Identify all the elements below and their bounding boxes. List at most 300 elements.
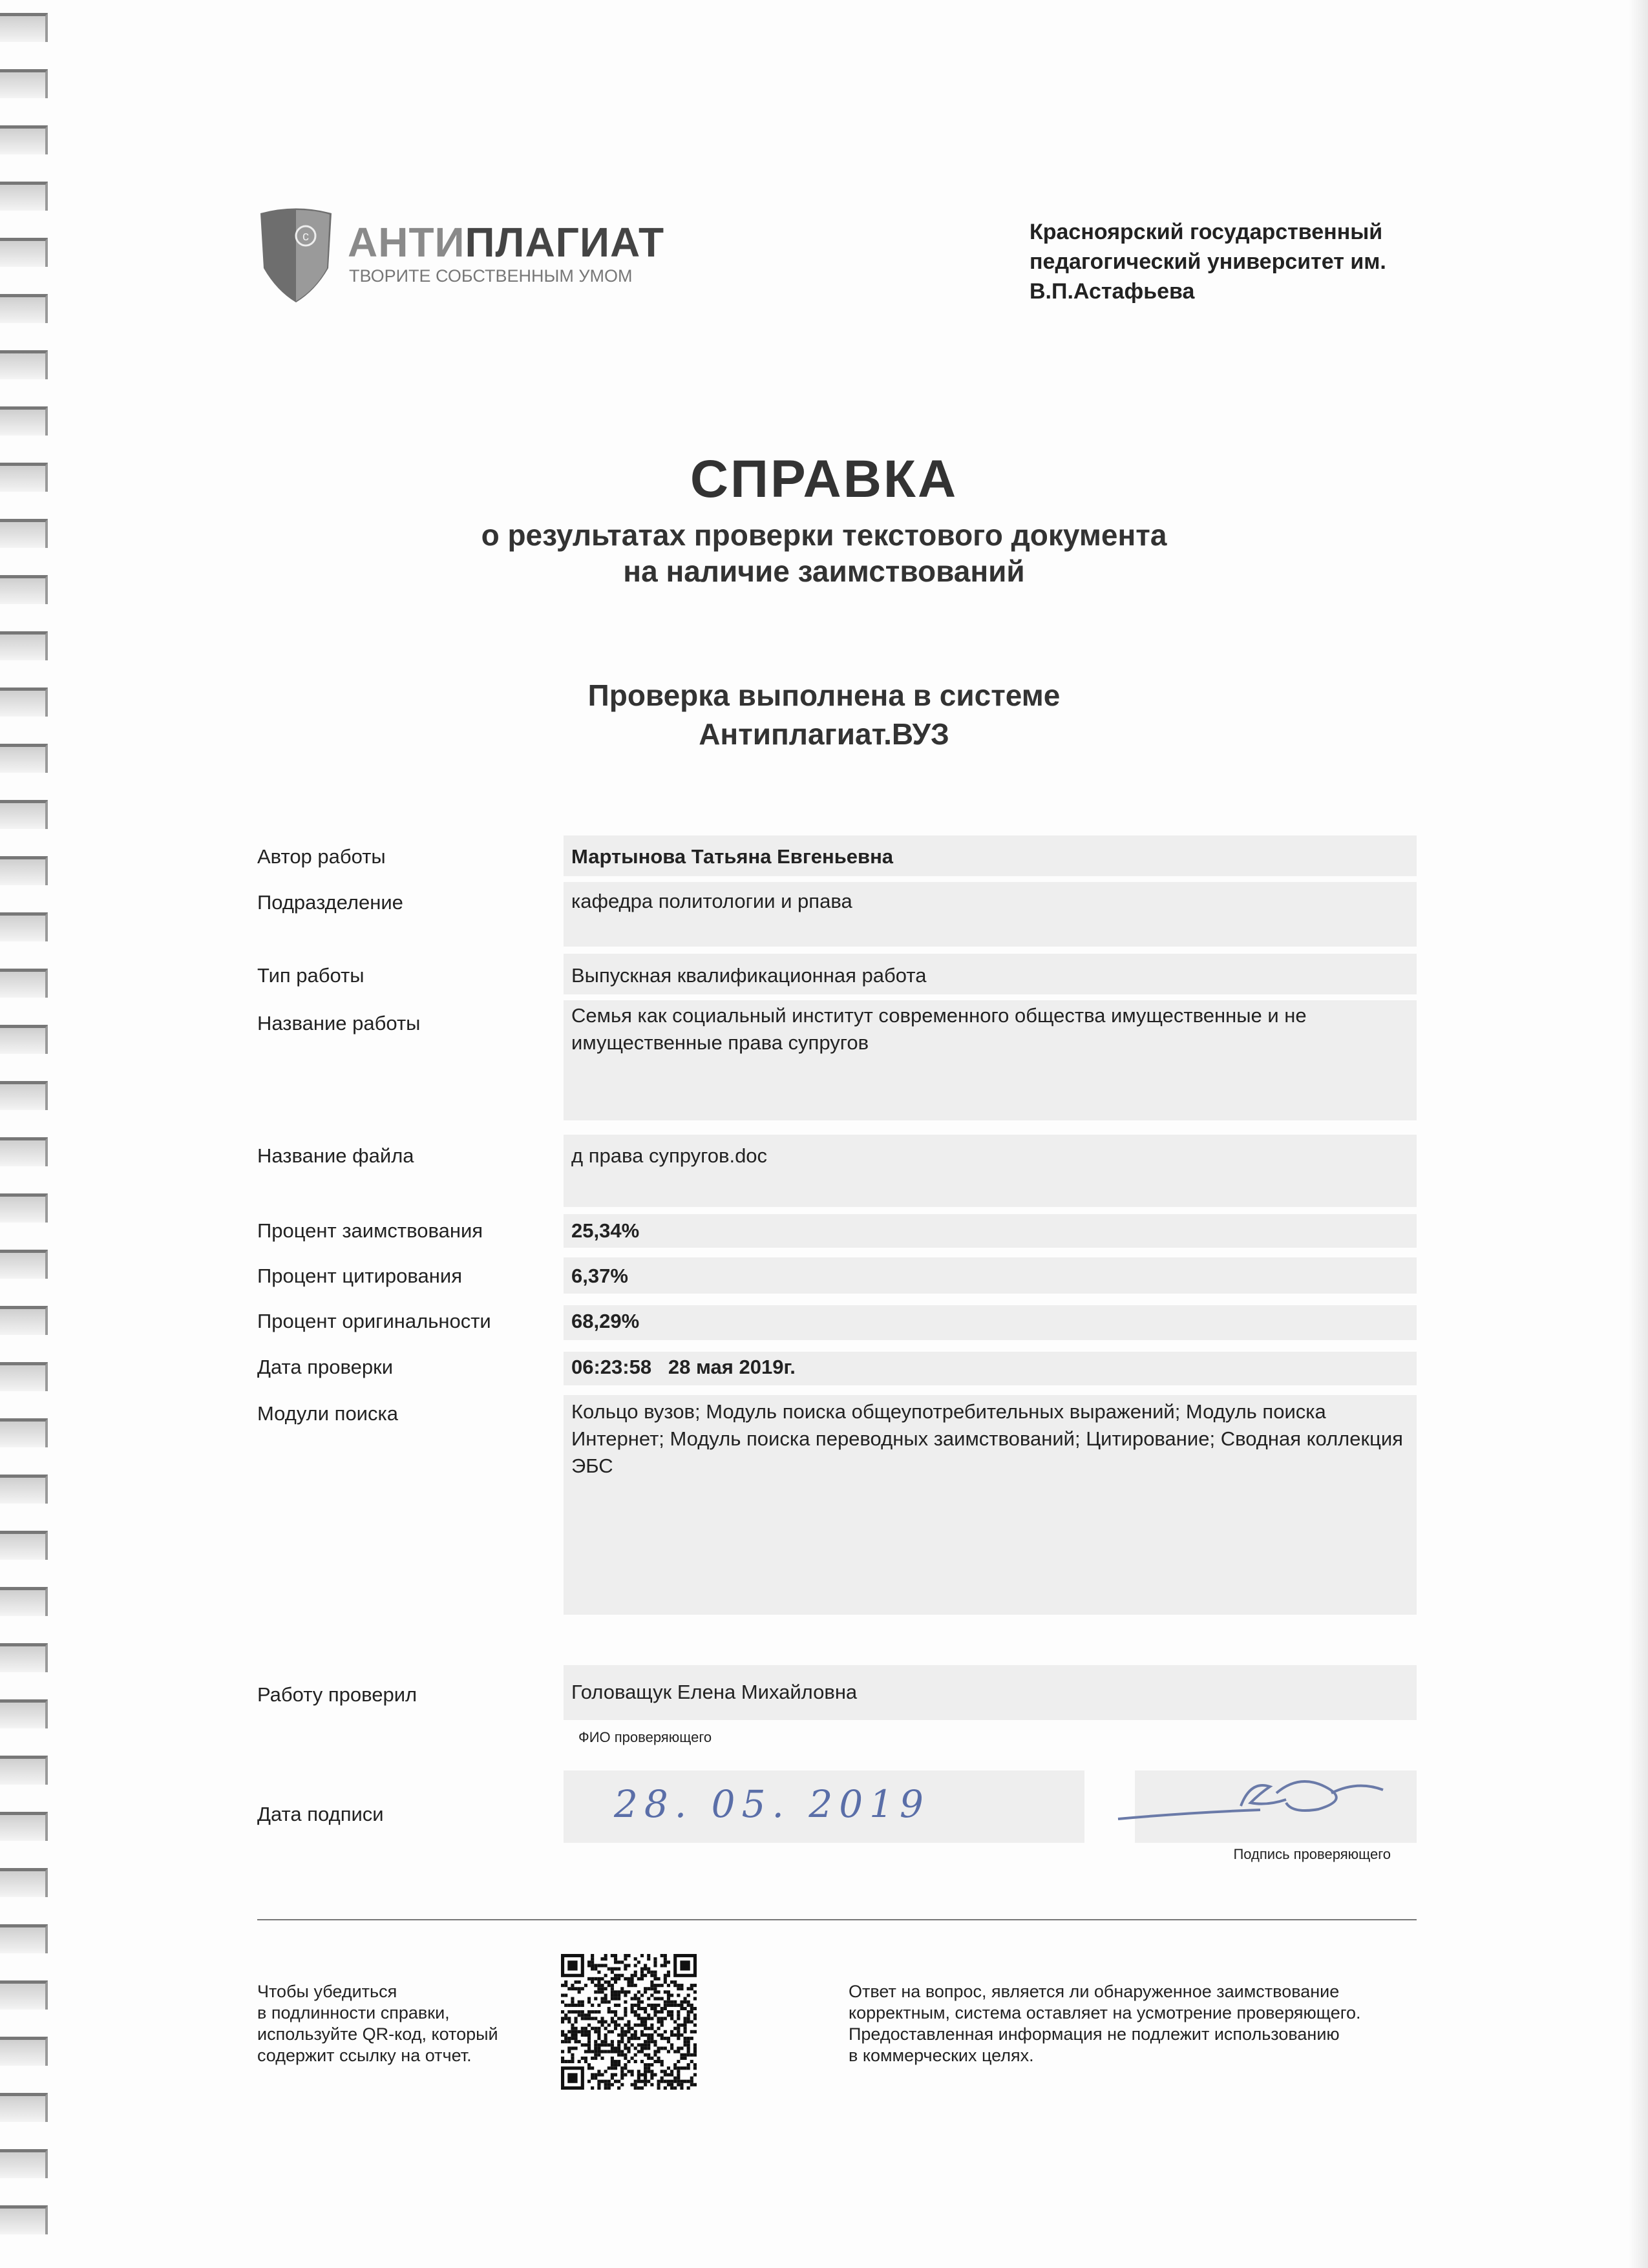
qr-module: [591, 1957, 594, 1960]
qr-module: [561, 2030, 564, 2033]
qr-module: [687, 2046, 690, 2050]
file-name-value: д права супругов.doc: [571, 1144, 768, 1167]
qr-module: [611, 2060, 614, 2063]
qr-module: [614, 2004, 617, 2007]
binding-hole: [0, 2205, 48, 2234]
qr-module: [604, 2033, 607, 2037]
logo-name-light: АНТИ: [348, 219, 465, 266]
qr-module: [690, 2080, 693, 2083]
qr-module: [644, 2024, 647, 2027]
qr-module: [684, 2007, 687, 2010]
qr-module: [620, 2066, 624, 2070]
qr-module: [581, 1987, 584, 1990]
qr-module: [571, 2057, 574, 2060]
svg-text:c: c: [302, 229, 309, 244]
qr-module: [660, 2046, 664, 2050]
qr-module: [597, 2004, 600, 2007]
qr-module: [677, 2037, 680, 2040]
qr-module: [564, 2037, 567, 2040]
check-date-label: Дата проверки: [257, 1356, 394, 1378]
qr-module: [653, 2004, 657, 2007]
qr-module: [614, 1980, 617, 1984]
qr-module: [653, 1997, 657, 2000]
qr-module: [670, 2000, 673, 2004]
qr-module: [591, 2066, 594, 2070]
qr-module: [637, 2037, 640, 2040]
qr-module: [604, 2070, 607, 2073]
qr-module: [594, 2043, 597, 2046]
binding-hole: [0, 912, 48, 941]
qr-module: [587, 2040, 591, 2043]
qr-module: [693, 2063, 697, 2066]
qr-module: [647, 2070, 650, 2073]
qr-module: [600, 2050, 604, 2053]
qr-module: [640, 1971, 644, 1974]
qr-module: [611, 1993, 614, 1997]
qr-module: [640, 2080, 644, 2083]
qr-module: [607, 2086, 611, 2090]
binding-hole: [0, 350, 48, 379]
qr-module: [561, 2050, 564, 2053]
qr-module: [667, 2073, 670, 2076]
qr-module: [561, 1993, 564, 1997]
qr-module: [591, 1967, 594, 1970]
qr-module: [624, 1977, 627, 1980]
qr-module: [587, 2043, 591, 2046]
binding-hole: [0, 800, 48, 829]
qr-module: [664, 2007, 667, 2010]
qr-module: [591, 2073, 594, 2076]
qr-module: [657, 2004, 660, 2007]
qr-module: [607, 2083, 611, 2086]
qr-module: [597, 1971, 600, 1974]
qr-module: [614, 1957, 617, 1960]
qr-module: [684, 2000, 687, 2004]
qr-module: [670, 2030, 673, 2033]
qr-module: [634, 1971, 637, 1974]
qr-module: [677, 2013, 680, 2017]
qr-module: [640, 2060, 644, 2063]
work-type-label: Тип работы: [257, 964, 364, 987]
department-label: Подразделение: [257, 891, 403, 914]
qr-module: [578, 1987, 581, 1990]
qr-module: [578, 2060, 581, 2063]
qr-module: [687, 2000, 690, 2004]
qr-module: [653, 1957, 657, 1960]
qr-module: [673, 2066, 677, 2070]
qr-module: [597, 2046, 600, 2050]
qr-module: [591, 1980, 594, 1984]
qr-module: [587, 2046, 591, 2050]
qr-module: [690, 1984, 693, 1987]
qr-module: [657, 2010, 660, 2013]
qr-module: [640, 2086, 644, 2090]
qr-module: [670, 2083, 673, 2086]
qr-module: [687, 2040, 690, 2043]
qr-module: [611, 2017, 614, 2020]
qr-module: [604, 1964, 607, 1967]
qr-module: [647, 1987, 650, 1990]
qr-module: [571, 2000, 574, 2004]
binding-hole: [0, 294, 48, 323]
qr-module: [607, 2080, 611, 2083]
qr-module: [617, 2063, 620, 2066]
qr-module: [617, 2017, 620, 2020]
qr-module: [644, 1987, 647, 1990]
qr-module: [687, 2080, 690, 2083]
qr-module: [614, 2013, 617, 2017]
qr-module: [587, 2010, 591, 2013]
qr-module: [604, 2027, 607, 2030]
qr-module: [647, 1957, 650, 1960]
qr-module: [564, 2060, 567, 2063]
logo-tagline: ТВОРИТЕ СОБСТВЕННЫМ УМОМ: [349, 266, 633, 286]
qr-module: [664, 2046, 667, 2050]
qr-module: [587, 1960, 591, 1964]
qr-module: [657, 2057, 660, 2060]
qr-module: [647, 1997, 650, 2000]
qr-module: [667, 2083, 670, 2086]
qr-module: [614, 2066, 617, 2070]
qr-module: [564, 1993, 567, 1997]
comb-binding: [0, 0, 58, 2268]
divider: [257, 1919, 1417, 1920]
qr-module: [634, 1984, 637, 1987]
qr-module: [620, 1987, 624, 1990]
qr-module: [634, 2024, 637, 2027]
qr-module: [597, 1984, 600, 1987]
qr-module: [664, 2080, 667, 2083]
qr-module: [611, 2030, 614, 2033]
qr-module: [644, 2080, 647, 2083]
qr-module: [627, 2050, 630, 2053]
qr-module: [647, 2004, 650, 2007]
qr-module: [597, 2080, 600, 2083]
qr-module: [693, 2017, 697, 2020]
qr-module: [631, 2007, 634, 2010]
qr-module: [687, 2053, 690, 2057]
qr-module: [620, 2037, 624, 2040]
qr-module: [594, 2027, 597, 2030]
qr-module: [620, 2033, 624, 2037]
qr-module: [587, 2013, 591, 2017]
qr-module: [653, 1971, 657, 1974]
qr-module: [578, 2030, 581, 2033]
qr-module: [644, 2046, 647, 2050]
binding-hole: [0, 1475, 48, 1504]
qr-module: [677, 2046, 680, 2050]
qr-module: [667, 2013, 670, 2017]
qr-module: [597, 2073, 600, 2076]
qr-module: [617, 2040, 620, 2043]
qr-module: [591, 1977, 594, 1980]
qr-module: [574, 2040, 577, 2043]
qr-module: [650, 2057, 653, 2060]
qr-module: [587, 2030, 591, 2033]
qr-module: [690, 2007, 693, 2010]
qr-module: [634, 1997, 637, 2000]
qr-module: [617, 1967, 620, 1970]
qr-module: [680, 2046, 683, 2050]
check-date-value: 06:23:58 28 мая 2019г.: [571, 1356, 796, 1378]
qr-module: [624, 2053, 627, 2057]
qr-module: [597, 2010, 600, 2013]
qr-module: [650, 2024, 653, 2027]
qr-module: [617, 1997, 620, 2000]
qr-module: [581, 2033, 584, 2037]
qr-module: [657, 2050, 660, 2053]
qr-module: [667, 1971, 670, 1974]
qr-module: [614, 2010, 617, 2013]
qr-module: [637, 2000, 640, 2004]
qr-module: [611, 1987, 614, 1990]
qr-module: [677, 2050, 680, 2053]
qr-module: [647, 2013, 650, 2017]
qr-module: [587, 2050, 591, 2053]
qr-module: [660, 2007, 664, 2010]
qr-module: [650, 2007, 653, 2010]
qr-module: [591, 1964, 594, 1967]
qr-module: [584, 2043, 587, 2046]
footer-left-line: используйте QR-код, который: [257, 2024, 498, 2044]
qr-module: [624, 2000, 627, 2004]
qr-module: [597, 2043, 600, 2046]
qr-module: [690, 1987, 693, 1990]
qr-module: [594, 1967, 597, 1970]
qr-module: [680, 2033, 683, 2037]
qr-module: [664, 2073, 667, 2076]
qr-module: [624, 1964, 627, 1967]
qr-module: [567, 2037, 571, 2040]
qr-module: [584, 2030, 587, 2033]
qr-module: [693, 2013, 697, 2017]
qr-module: [664, 2070, 667, 2073]
qr-module: [684, 1997, 687, 2000]
qr-module: [624, 1993, 627, 1997]
qr-module: [578, 2010, 581, 2013]
qr-module: [653, 1960, 657, 1964]
qr-module: [634, 2004, 637, 2007]
qr-module: [634, 1964, 637, 1967]
qr-module: [624, 2046, 627, 2050]
qr-module: [594, 1997, 597, 2000]
qr-module: [650, 1980, 653, 1984]
qr-module: [670, 2033, 673, 2037]
qr-module: [600, 2043, 604, 2046]
qr-module: [600, 2040, 604, 2043]
qr-module: [644, 2027, 647, 2030]
qr-module: [647, 2046, 650, 2050]
qr-module: [653, 2007, 657, 2010]
qr-module: [660, 1984, 664, 1987]
qr-module: [627, 2070, 630, 2073]
qr-module: [647, 2037, 650, 2040]
qr-module: [637, 1997, 640, 2000]
qr-module: [690, 2060, 693, 2063]
work-title-value: Семья как социальный институт современного общества имущественные и не имущественные права супругов: [571, 1004, 1307, 1054]
qr-module: [647, 1967, 650, 1970]
qr-module: [667, 1990, 670, 1993]
qr-module: [604, 2080, 607, 2083]
qr-module: [594, 2057, 597, 2060]
qr-module: [620, 2070, 624, 2073]
qr-module: [591, 2010, 594, 2013]
qr-module: [673, 2033, 677, 2037]
qr-module: [637, 2086, 640, 2090]
qr-module: [561, 2040, 564, 2043]
qr-module: [667, 1997, 670, 2000]
qr-module: [597, 1977, 600, 1980]
qr-module: [647, 2063, 650, 2066]
qr-module: [631, 1974, 634, 1977]
qr-module: [637, 2007, 640, 2010]
qr-module: [634, 2030, 637, 2033]
qr-module: [614, 1967, 617, 1970]
qr-module: [673, 1980, 677, 1984]
qr-module: [581, 2043, 584, 2046]
qr-module: [571, 2033, 574, 2037]
qr-module: [620, 1974, 624, 1977]
qr-module: [614, 2073, 617, 2076]
binding-hole: [0, 1643, 48, 1672]
qr-module: [673, 2020, 677, 2023]
qr-module: [574, 2020, 577, 2023]
binding-hole: [0, 182, 48, 211]
file-name-label: Название файла: [257, 1144, 414, 1167]
qr-module: [690, 2053, 693, 2057]
qr-module: [644, 1964, 647, 1967]
qr-module: [650, 1987, 653, 1990]
qr-module: [600, 2024, 604, 2027]
qr-module: [640, 1993, 644, 1997]
qr-module: [597, 1980, 600, 1984]
qr-module: [690, 2037, 693, 2040]
qr-module: [607, 1984, 611, 1987]
qr-module: [673, 2004, 677, 2007]
qr-module: [600, 1977, 604, 1980]
qr-module: [591, 2086, 594, 2090]
qr-module: [687, 1987, 690, 1990]
system-line: Проверка выполнена в системе: [587, 678, 1061, 712]
qr-module: [614, 2046, 617, 2050]
qr-module: [597, 2083, 600, 2086]
qr-module: [687, 2037, 690, 2040]
qr-module: [660, 2037, 664, 2040]
qr-module: [660, 2063, 664, 2066]
qr-module: [564, 2040, 567, 2043]
qr-module: [670, 2017, 673, 2020]
qr-module: [677, 2004, 680, 2007]
qr-module: [597, 2053, 600, 2057]
qr-module: [631, 2010, 634, 2013]
checker-label: Работу проверил: [257, 1683, 417, 1706]
binding-hole: [0, 1699, 48, 1728]
binding-hole: [0, 1756, 48, 1785]
qr-module: [571, 2030, 574, 2033]
qr-module: [594, 2077, 597, 2080]
qr-module: [607, 1980, 611, 1984]
qr-module: [640, 2024, 644, 2027]
citation-label: Процент цитирования: [257, 1265, 462, 1287]
originality-label: Процент оригинальности: [257, 1310, 491, 1332]
sign-date-label: Дата подписи: [257, 1803, 384, 1825]
qr-module: [600, 2020, 604, 2023]
qr-module: [561, 1984, 564, 1987]
qr-module: [677, 2027, 680, 2030]
subtitle-line: на наличие заимствований: [623, 554, 1025, 588]
qr-module: [677, 1993, 680, 1997]
qr-module: [578, 2000, 581, 2004]
qr-module: [611, 1954, 614, 1957]
qr-module: [650, 2017, 653, 2020]
qr-module: [640, 2033, 644, 2037]
qr-code[interactable]: [561, 1954, 697, 2090]
qr-module: [600, 1997, 604, 2000]
qr-module: [611, 2066, 614, 2070]
qr-module: [620, 2040, 624, 2043]
qr-module: [614, 2024, 617, 2027]
qr-module: [574, 2030, 577, 2033]
qr-module: [673, 2000, 677, 2004]
binding-hole: [0, 631, 48, 660]
citation-value: 6,37%: [571, 1265, 628, 1287]
qr-module: [687, 2020, 690, 2023]
qr-module: [653, 2053, 657, 2057]
binding-hole: [0, 2093, 48, 2122]
qr-module: [587, 2037, 591, 2040]
qr-module: [617, 2046, 620, 2050]
qr-module: [574, 2010, 577, 2013]
qr-module: [597, 2033, 600, 2037]
qr-module: [631, 1980, 634, 1984]
qr-module: [594, 2040, 597, 2043]
qr-module: [600, 2000, 604, 2004]
qr-module: [584, 1984, 587, 1987]
qr-module: [631, 1997, 634, 2000]
qr-module: [653, 2060, 657, 2063]
logo-name-bold: ПЛАГИАТ: [465, 219, 665, 266]
qr-module: [684, 2027, 687, 2030]
binding-hole: [0, 1193, 48, 1223]
qr-module: [677, 1987, 680, 1990]
originality-value: 68,29%: [571, 1310, 640, 1332]
qr-module: [660, 2010, 664, 2013]
page-title: СПРАВКА: [690, 450, 958, 509]
qr-module: [620, 2077, 624, 2080]
qr-module: [561, 2017, 564, 2020]
qr-module: [564, 1984, 567, 1987]
qr-module: [564, 2004, 567, 2007]
qr-module: [611, 1971, 614, 1974]
qr-module: [657, 2017, 660, 2020]
qr-module: [667, 2050, 670, 2053]
qr-module: [591, 2017, 594, 2020]
qr-module: [634, 1957, 637, 1960]
qr-module: [581, 2004, 584, 2007]
qr-module: [591, 2004, 594, 2007]
qr-module: [620, 2083, 624, 2086]
borrowing-value: 25,34%: [571, 1219, 640, 1242]
qr-module: [600, 2057, 604, 2060]
qr-module: [604, 1974, 607, 1977]
qr-module: [693, 2043, 697, 2046]
qr-module: [597, 2086, 600, 2090]
qr-module: [653, 2050, 657, 2053]
qr-module: [587, 2017, 591, 2020]
qr-module: [587, 2063, 591, 2066]
qr-module: [581, 2013, 584, 2017]
footer-right-line: Предоставленная информация не подлежит использованию: [849, 2024, 1340, 2044]
